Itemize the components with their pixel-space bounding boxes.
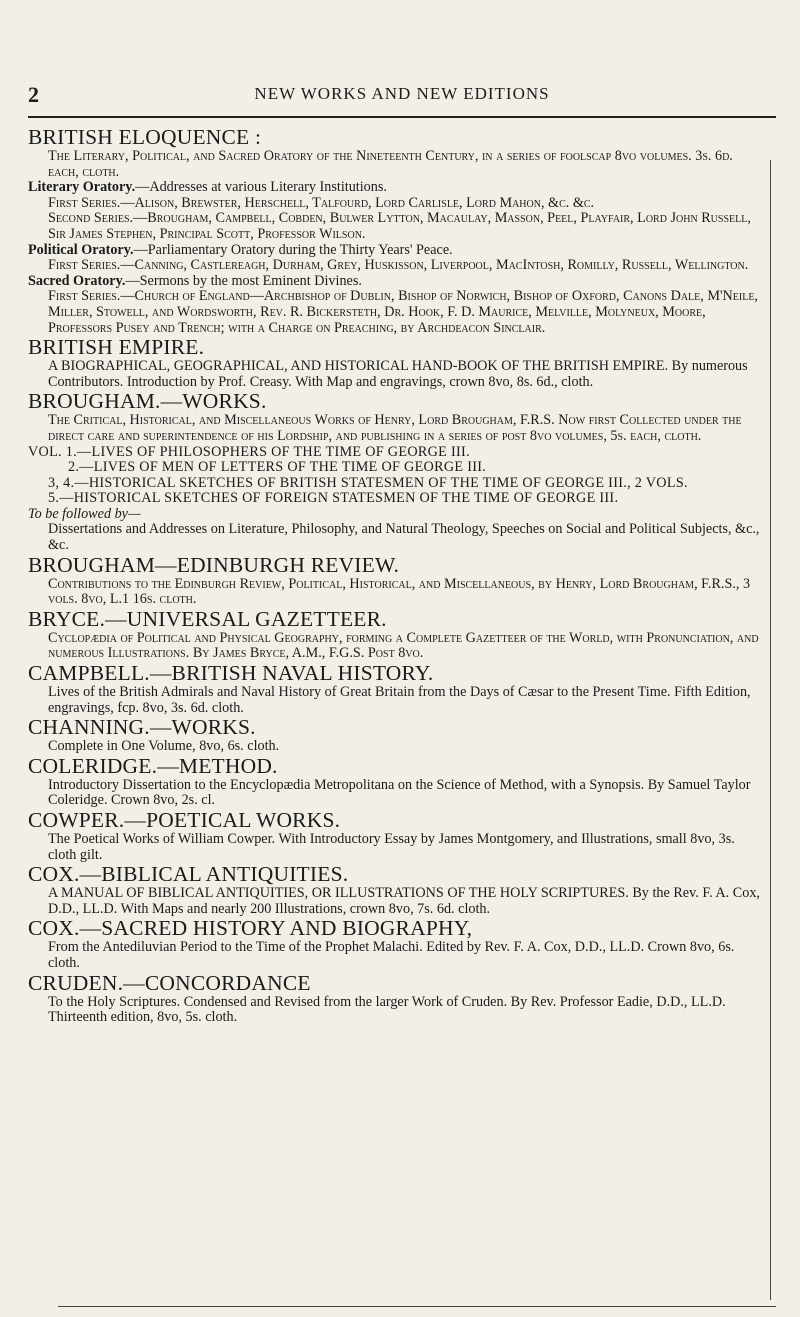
entry-heading: COWPER.—POETICAL WORKS.	[28, 808, 341, 832]
political-oratory	[28, 243, 766, 259]
entry-heading: BRITISH ELOQUENCE :	[28, 125, 262, 149]
entry-cruden	[28, 972, 766, 1026]
entry-description: A BIOGRAPHICAL, GEOGRAPHICAL, AND HISTORICAL HAND-BOOK OF THE BRITISH EMPIRE. By numerous Contributors. Introduction by Prof. Creasy. With Map and engravings, crown 8vo, 8s. 6d., cloth.	[48, 358, 748, 390]
entry-heading: COX.—SACRED HISTORY AND BIOGRAPHY,	[28, 916, 473, 941]
followed-by-text: Dissertations and Addresses on Literature, Philosophy, and Natural Theology, Speeches on Social and Political Subjects, &c., &c.	[48, 521, 760, 554]
header-rule	[28, 116, 776, 118]
entry-description: From the Antediluvian Period to the Time of the Prophet Malachi. Edited by Rev. F. A. Cox, D.D., LL.D. Crown 8vo, 6s. cloth.	[48, 939, 735, 971]
entry-bryce	[28, 608, 766, 662]
political-first-series: First Series.—Canning, Castlereagh, Durham, Grey, Huskisson, Liverpool, MacIntosh, Romilly, Russell, Wellington.	[48, 257, 749, 274]
entry-description: Cyclopædia of Political and Physical Geography, forming a Complete Gazetteer of the World, with Pronunciation, and numerous Illustrations. By James Bryce, A.M., F.G.S. Post 8vo.	[48, 629, 759, 662]
entry-heading: BROUGHAM—EDINBURGH REVIEW.	[28, 552, 400, 577]
entry-heading: COLERIDGE.—METHOD.	[28, 753, 278, 778]
catalogue-listing	[28, 126, 766, 1026]
literary-first-series: First Series.—Alison, Brewster, Herschell, Talfourd, Lord Carlisle, Lord Mahon, &c. &c.	[48, 194, 595, 211]
entry-heading: COX.—BIBLICAL ANTIQUITIES.	[28, 862, 349, 887]
running-head	[28, 82, 776, 106]
running-title: NEW WORKS AND NEW EDITIONS	[254, 84, 550, 103]
footer-rule	[58, 1306, 776, 1307]
entry-description: The Critical, Historical, and Miscellaneous Works of Henry, Lord Brougham, F.R.S. Now first Collected under the direct care and superintendence of his Lordship, and publishing in a series of post 8vo volumes, 5s. each, cloth.	[48, 412, 742, 444]
entry-heading: CRUDEN.—CONCORDANCE	[28, 970, 311, 995]
entry-description: Complete in One Volume, 8vo, 6s. cloth.	[48, 738, 280, 755]
volume-5: 5.—HISTORICAL SKETCHES OF FOREIGN STATESMEN OF THE TIME OF GEORGE III.	[48, 490, 619, 507]
entry-british-empire	[28, 336, 766, 390]
followed-by-label: To be followed by—	[28, 505, 141, 522]
volume-1: VOL. 1.—LIVES OF PHILOSOPHERS OF THE TIME OF GEORGE III.	[28, 443, 470, 460]
entry-coleridge	[28, 755, 766, 809]
sacred-first-series: First Series.—Church of England—Archbishop of Dublin, Bishop of Norwich, Bishop of Oxford, Canons Dale, M'Neile, Miller, Stowell, and Wordsworth, Rev. R. Bickersteth, Dr. Hook, F. D. Maurice, Melville, Molyneux, Moore, Professors Pusey and Trench; with a Charge on Preaching, by Archdeacon Sinclair.	[48, 288, 758, 336]
page-number: 2	[28, 82, 39, 107]
entry-brougham-review	[28, 554, 766, 608]
volume-3-4: 3, 4.—HISTORICAL SKETCHES OF BRITISH STATESMEN OF THE TIME OF GEORGE III., 2 VOLS.	[48, 474, 688, 491]
entry-british-eloquence	[28, 126, 766, 336]
section-text: —Sermons by the most Eminent Divines.	[125, 272, 362, 289]
entry-heading: BRYCE.—UNIVERSAL GAZETTEER.	[28, 606, 387, 631]
entry-heading: CHANNING.—WORKS.	[28, 715, 256, 740]
section-label: Sacred Oratory.	[28, 272, 126, 289]
entry-description: A MANUAL OF BIBLICAL ANTIQUITIES, OR ILLUSTRATIONS OF THE HOLY SCRIPTURES. By the Rev. F. A. Cox, D.D., LL.D. With Maps and nearly 200 Illustrations, crown 8vo, 7s. 6d. cloth.	[48, 885, 760, 917]
sacred-oratory	[28, 274, 766, 290]
entry-brougham-works	[28, 390, 766, 553]
section-text: —Addresses at various Literary Institutions.	[135, 179, 387, 196]
section-label: Literary Oratory.	[28, 179, 136, 196]
entry-cox-sacred-history	[28, 917, 766, 971]
entry-description: Lives of the British Admirals and Naval History of Great Britain from the Days of Cæsar to the Present Time. Fifth Edition, engravings, fcp. 8vo, 3s. 6d. cloth.	[48, 684, 751, 716]
entry-heading: CAMPBELL.—BRITISH NAVAL HISTORY.	[28, 661, 434, 686]
volume-2: 2.—LIVES OF MEN OF LETTERS OF THE TIME OF GEORGE III.	[68, 459, 487, 476]
entry-description: Contributions to the Edinburgh Review, Political, Historical, and Miscellaneous, by Henry, Lord Brougham, F.R.S., 3 vols. 8vo, L.1 16s. cloth.	[48, 575, 751, 608]
entry-cowper	[28, 809, 766, 863]
entry-heading: BROUGHAM.—WORKS.	[28, 389, 267, 414]
section-text: —Parliamentary Oratory during the Thirty Years' Peace.	[133, 241, 453, 258]
margin-rule	[770, 160, 771, 1300]
entry-description: The Literary, Political, and Sacred Oratory of the Nineteenth Century, in a series of foolscap 8vo volumes. 3s. 6d. each, cloth.	[48, 148, 733, 180]
entry-channing	[28, 716, 766, 755]
entry-description: To the Holy Scriptures. Condensed and Revised from the larger Work of Cruden. By Rev. Professor Eadie, D.D., LL.D. Thirteenth edition, 8vo, 5s. cloth.	[48, 993, 726, 1026]
literary-second-series: Second Series.—Brougham, Campbell, Cobden, Bulwer Lytton, Macaulay, Masson, Peel, Playfair, Lord John Russell, Sir James Stephen, Principal Scott, Professor Wilson.	[48, 210, 751, 242]
entry-cox-antiquities	[28, 863, 766, 917]
page	[28, 0, 776, 1317]
section-label: Political Oratory.	[28, 241, 134, 258]
entry-campbell	[28, 662, 766, 716]
entry-heading: BRITISH EMPIRE.	[28, 335, 205, 360]
entry-description: Introductory Dissertation to the Encyclopædia Metropolitana on the Science of Method, with a Synopsis. By Samuel Taylor Coleridge. Crown 8vo, 2s. cl.	[48, 776, 751, 809]
entry-description: The Poetical Works of William Cowper. With Introductory Essay by James Montgomery, and Illustrations, small 8vo, 3s. cloth gilt.	[48, 831, 735, 863]
literary-oratory	[28, 180, 766, 196]
